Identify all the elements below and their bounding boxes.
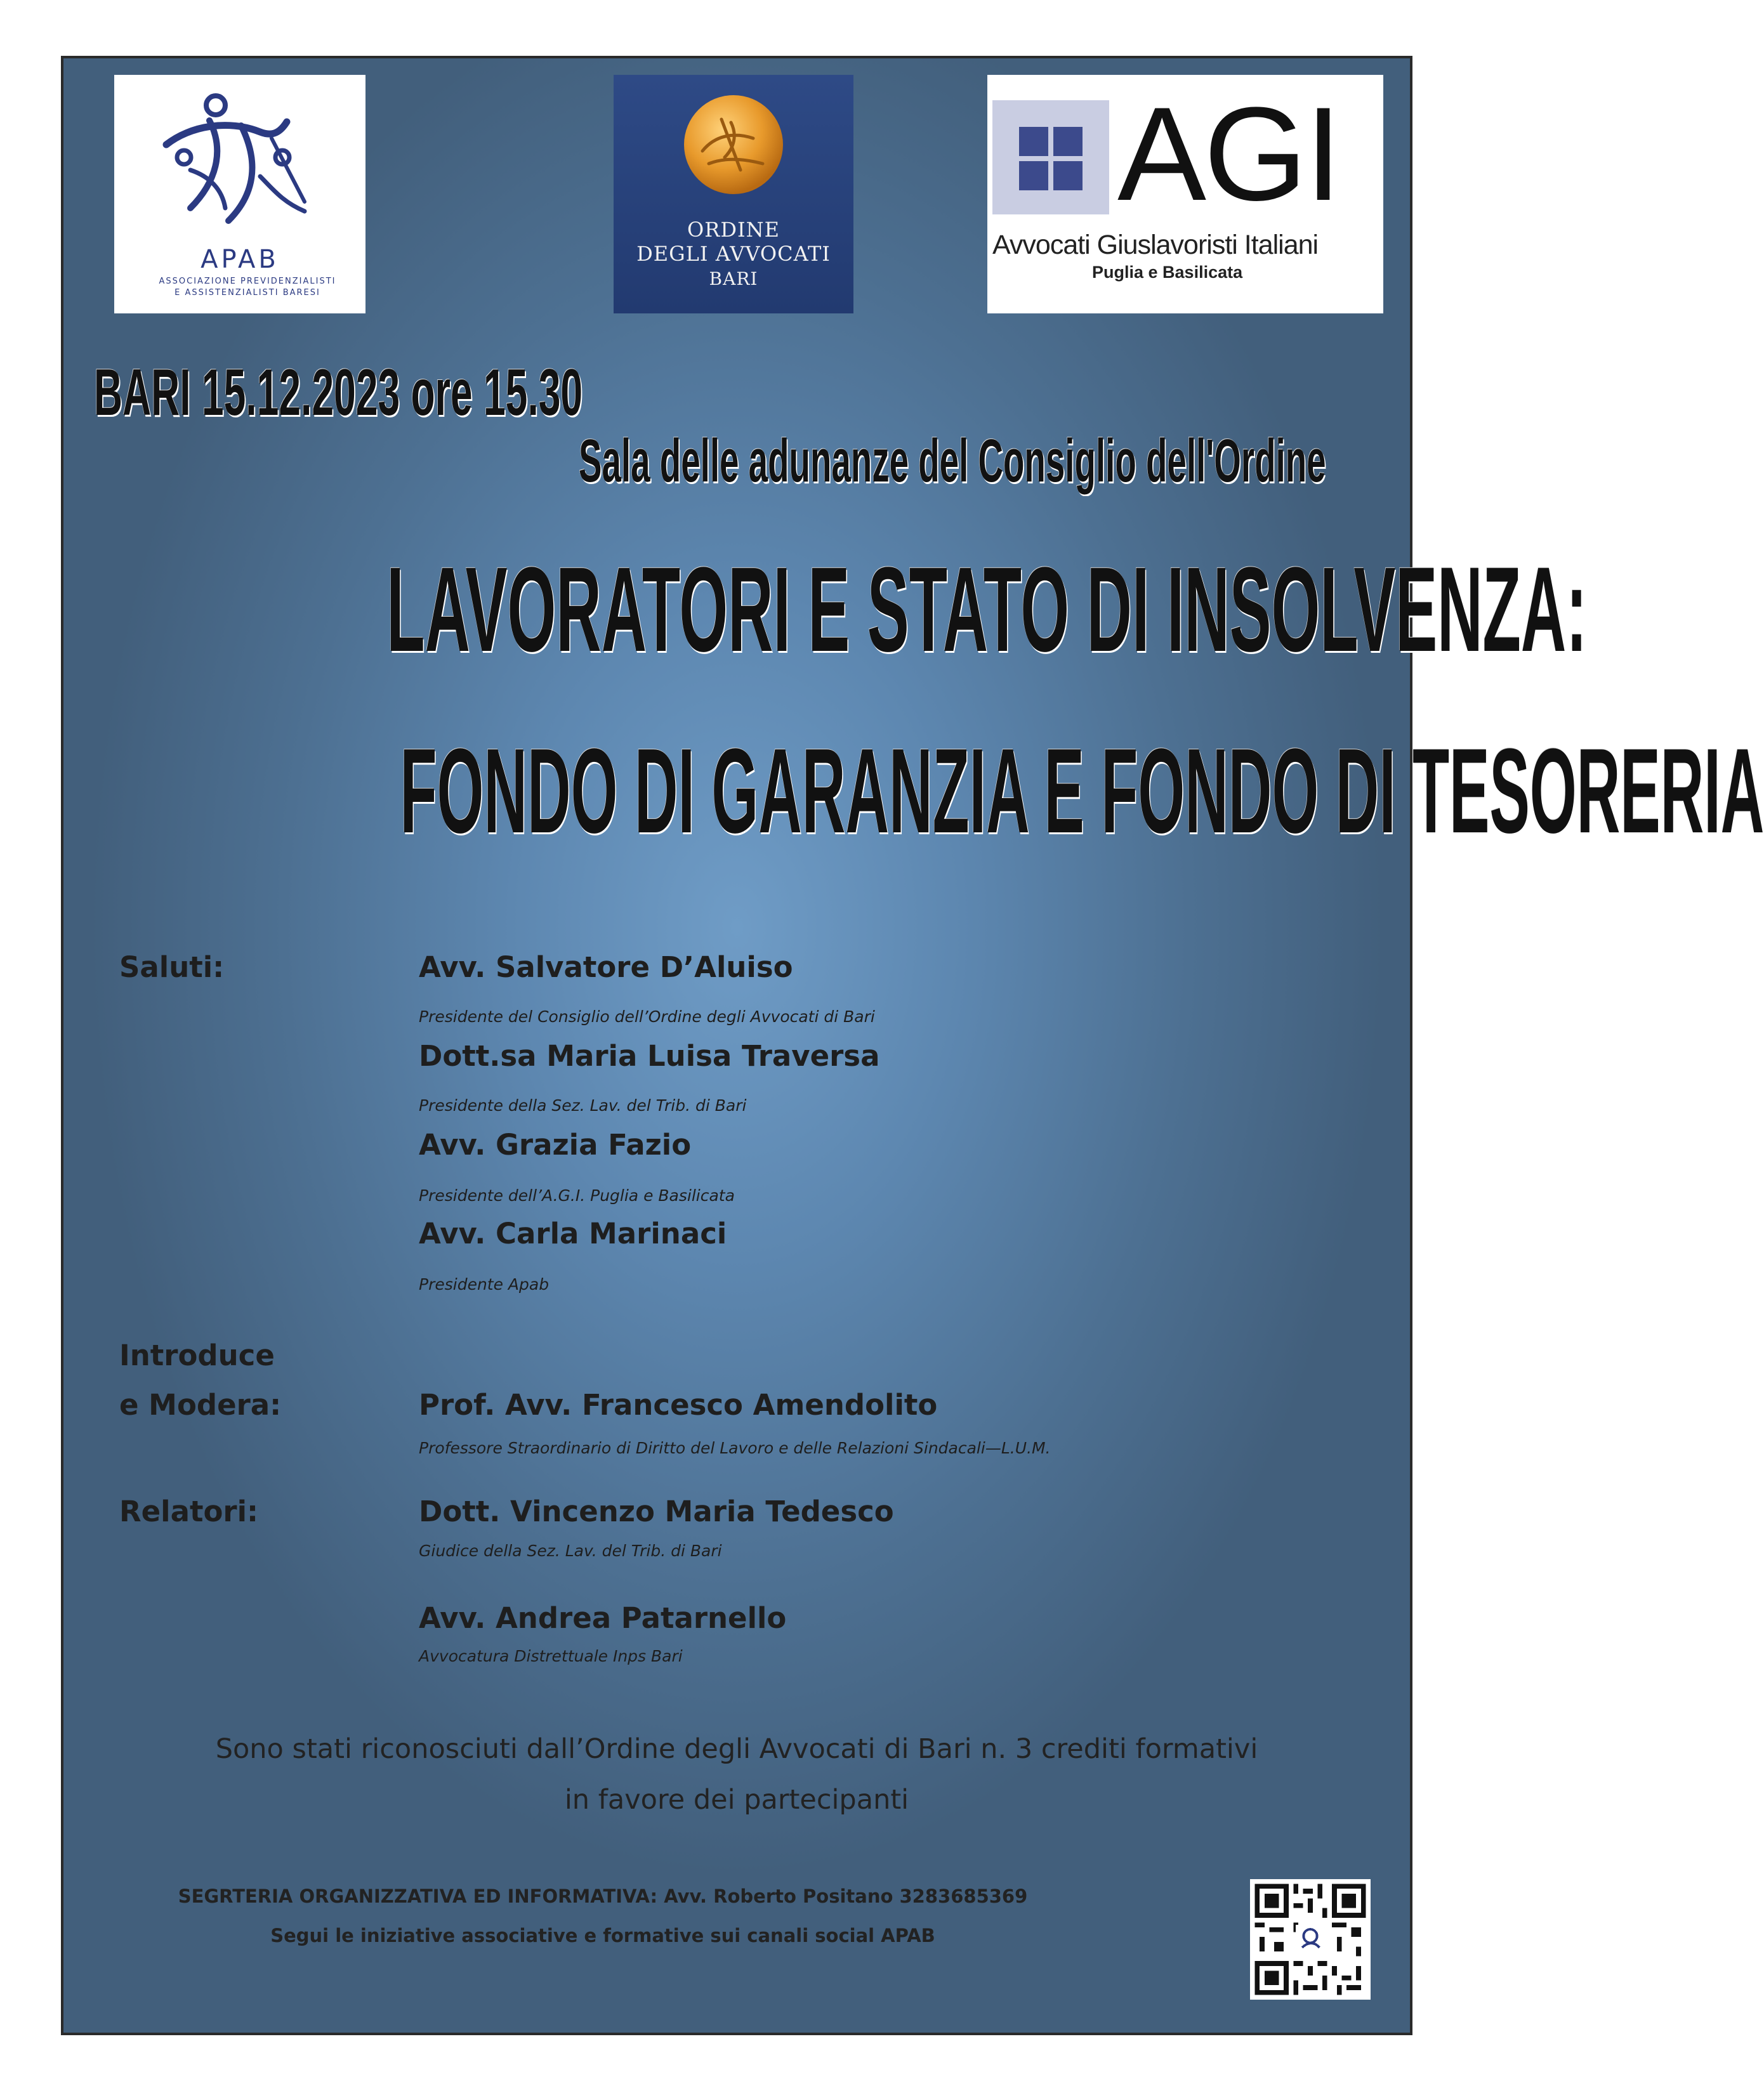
moderator-label-line-1: Introduce [119,1339,275,1372]
saluti-speaker-role: Presidente dell’A.G.I. Puglia e Basilicata [419,1186,735,1205]
ordine-line-2: DEGLI AVVOCATI [636,242,831,266]
saluti-speaker-name: Dott.sa Maria Luisa Traversa [419,1039,880,1073]
relatore-name: Avv. Andrea Patarnello [419,1601,787,1635]
apab-emblem-icon [114,81,365,240]
moderator-name: Prof. Avv. Francesco Amendolito [419,1388,938,1422]
coin-medal-icon [614,75,853,202]
event-venue: Sala delle adunanze del Consiglio dell'Ordine [579,427,1326,495]
relatore-role: Giudice della Sez. Lav. del Trib. di Bari [419,1542,722,1560]
credits-line-2: in favore dei partecipanti [564,1784,909,1816]
saluti-speaker-role: Presidente della Sez. Lav. del Trib. di Bari [419,1096,747,1115]
apab-logo [114,75,365,313]
saluti-speaker-role: Presidente del Consiglio dell’Ordine degli Avvocati di Bari [419,1007,875,1026]
apab-subtitle-1: ASSOCIAZIONE PREVIDENZIALISTI [159,277,336,286]
agi-squares-icon [987,75,1114,227]
social-notice: Segui le iniziative associative e formative sui canali social APAB [270,1925,935,1946]
event-title-line-2: FONDO DI GARANZIA E FONDO DI TESORERIA [400,724,1764,858]
moderator-label-line-2: e Modera: [119,1388,282,1422]
secretariat-contact: SEGRTERIA ORGANIZZATIVA ED INFORMATIVA: Avv. Roberto Positano 3283685369 [178,1885,1028,1907]
relatore-name: Dott. Vincenzo Maria Tedesco [419,1495,894,1528]
saluti-speaker-name: Avv. Carla Marinaci [419,1217,727,1250]
saluti-label: Saluti: [119,950,225,984]
apab-name: APAB [201,245,279,274]
agi-region: Puglia e Basilicata [1092,263,1243,282]
saluti-speaker-name: Avv. Grazia Fazio [419,1128,692,1162]
ordine-line-3: BARI [709,268,758,289]
qr-code-icon [1250,1879,1371,2000]
agi-name: AGI [1117,79,1339,228]
relatori-label: Relatori: [119,1495,259,1528]
ordine-avvocati-logo [614,75,853,313]
moderator-role: Professore Straordinario di Diritto del Lavoro e delle Relazioni Sindacali—L.U.M. [419,1439,1051,1457]
saluti-speaker-name: Avv. Salvatore D’Aluiso [419,950,793,984]
ordine-line-1: ORDINE [687,218,780,242]
apab-subtitle-2: E ASSISTENZIALISTI BARESI [174,288,320,298]
agi-subtitle: Avvocati Giuslavoristi Italiani [992,230,1319,260]
credits-line-1: Sono stati riconosciuti dall’Ordine degli Avvocati di Bari n. 3 crediti formativi [215,1733,1258,1765]
saluti-speaker-role: Presidente Apab [419,1275,550,1294]
event-title-line-1: LAVORATORI E STATO DI INSOLVENZA: [386,542,1588,677]
event-poster [61,56,1764,2035]
agi-logo [987,75,1383,313]
event-date-time: BARI 15.12.2023 ore 15.30 [94,356,583,429]
relatore-role: Avvocatura Distrettuale Inps Bari [419,1647,683,1665]
